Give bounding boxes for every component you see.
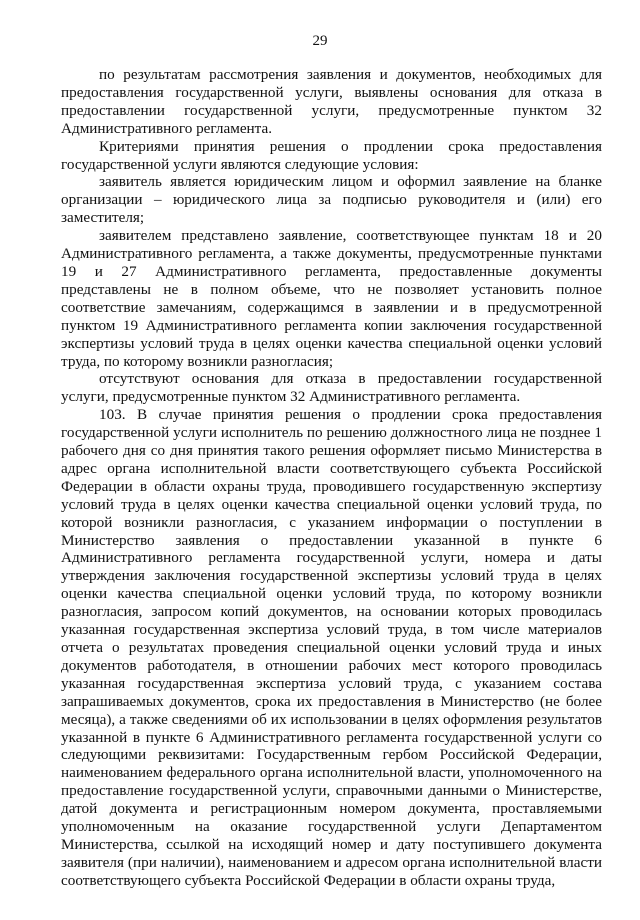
page-number: 29 (312, 33, 328, 49)
paragraph-refusal-grounds: по результатам рассмотрения заявления и документов, необходимых для предоставления государственной услуги, выявлены основания для отказа в предоставлении государственной услуги, предусмотренные пунктом 32 Административного регламента. (61, 66, 602, 137)
paragraph-criterion-no-refusal: отсутствуют основания для отказа в предоставлении государственной услуги, предусмотренные пунктом 32 Административного регламента. (61, 370, 602, 406)
paragraph-criterion-legal-entity: заявитель является юридическим лицом и оформил заявление на бланке организации – юридического лица за подписью руководителя и (или) его заместителя; (61, 173, 602, 227)
paragraph-criteria-intro: Критериями принятия решения о продлении срока предоставления государственной услуги являются следующие условия: (61, 137, 602, 173)
paragraph-criterion-documents: заявителем представлено заявление, соответствующее пунктам 18 и 20 Административного регламента, а также документы, предусмотренные пунктами 19 и 27 Административного регламента, предоставленные документы представлены не в полном объеме, что не позволяет установить полное соответствие замечаниям, содержащимся в заявлении и в предусмотренной пунктом 19 Административного регламента копии заключения государственной экспертизы условий труда в целях оценки качества специальной оценки условий труда, по которому возникли разногласия; (61, 227, 602, 370)
document-body (61, 66, 602, 890)
paragraph-clause-103: 103. В случае принятия решения о продлении срока предоставления государственной услуги исполнитель по решению должностного лица не позднее 1 рабочего дня со дня принятия такого решения оформляет письмо Министерства в адрес органа исполнительной власти соответствующего субъекта Российской Федерации в области охраны труда, проводившего государственную экспертизу условий труда в целях оценки качества специальной оценки условий труда, по которой возникли разногласия, с указанием информации о поступлении в Министерство заявления о предоставлении указанной в пункте 6 Административного регламента государственной услуги, номера и даты утверждения заключения государственной экспертизы условий труда в целях оценки качества специальной оценки условий труда, по которому возникли разногласия, запросом копий документов, на основании которых проводилась указанная государственная экспертиза условий труда, в том числе материалов отчета о результатах проведения специальной оценки условий труда и иных документов работодателя, в отношении рабочих мест которого проводилась указанная государственная экспертиза условий труда, с указанием состава запрашиваемых документов, срока их предоставления в Министерство (не более месяца), а также сведениями об их использовании в целях оформления результатов указанной в пункте 6 Административного регламента государственной услуги со следующими реквизитами: Государственным гербом Российской Федерации, наименованием федерального органа исполнительной власти, уполномоченного на предоставление государственной услуги, справочными данными о Министерстве, датой документа и регистрационным номером документа, проставляемыми уполномоченным на оказание государственной услуги Департаментом Министерства, ссылкой на исходящий номер и дату поступившего документа заявителя (при наличии), наименованием и адресом органа исполнительной власти соответствующего субъекта Российской Федерации в области охраны труда, (61, 406, 602, 889)
